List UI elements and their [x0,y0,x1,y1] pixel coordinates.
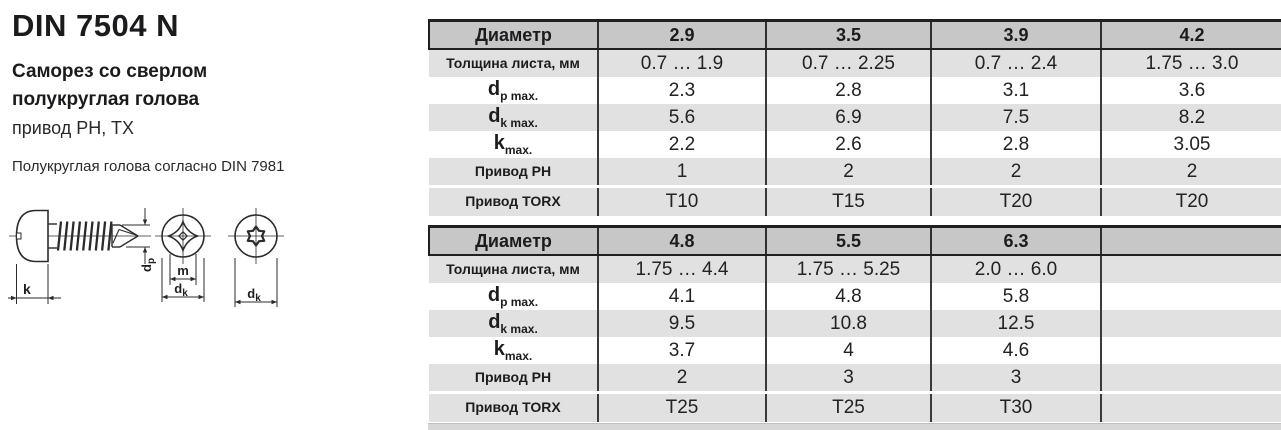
product-subtitle [12,58,207,113]
value-cell: 9.5 [598,310,766,337]
value-cell: 1.75 … 3.0 [1101,49,1281,77]
value-cell: 7.5 [931,104,1101,131]
value-cell: 0.7 … 2.25 [766,49,931,77]
thread [58,222,111,251]
value-cell [1101,283,1281,310]
value-cell: 2.2 [598,131,766,158]
value-cell: 3.7 [598,337,766,364]
value-cell: 12.5 [931,310,1101,337]
table-row [429,104,1281,131]
table-row [429,158,1281,187]
row-label: $d_{k max.}$ [429,310,598,337]
table-row [429,49,1281,77]
value-cell [1101,255,1281,283]
subtitle-line-2: полукруглая голова [12,88,200,110]
value-cell: 2.8 [766,77,931,104]
table-row [429,187,1281,217]
value-cell: 4 [766,337,931,364]
dimension-k [8,264,61,304]
value-cell: T20 [931,187,1101,217]
value-cell [1101,337,1281,364]
dim-label-k: k [23,281,31,297]
value-cell: 2 [1101,158,1281,187]
dim-label-dk-ph: $d_k$ [174,281,188,299]
table-row [429,283,1281,310]
row-label: $k_{max.}$ [429,337,598,364]
value-cell [1101,364,1281,393]
header-diameter-label: Диаметр [429,21,598,50]
value-cell: 2 [931,158,1101,187]
value-cell: 4.6 [931,337,1101,364]
value-cell: 8.2 [1101,104,1281,131]
row-label: Привод TORX [429,187,598,217]
page-title: DIN 7504 N [12,8,179,43]
value-cell: 3.1 [931,77,1101,104]
row-label: $k_{max.}$ [429,131,598,158]
drive-note: привод PH, TX [12,118,134,138]
table-header-row [429,227,1281,256]
spec-table [428,225,1281,422]
header-diameter-label: Диаметр [429,227,598,256]
row-label: $d_{p max.}$ [429,77,598,104]
value-cell: 5.6 [598,104,766,131]
value-cell [1101,310,1281,337]
header-diameter-value: 3.9 [931,21,1101,50]
value-cell: T25 [598,393,766,423]
value-cell: 2.6 [766,131,931,158]
row-label: $d_{p max.}$ [429,283,598,310]
table-row [429,393,1281,423]
value-cell: T30 [931,393,1101,423]
table-header-row [429,21,1281,50]
row-label: $d_{k max.}$ [429,104,598,131]
value-cell: 4.8 [766,283,931,310]
row-label: Привод TORX [429,393,598,423]
table-row [429,364,1281,393]
value-cell: 10.8 [766,310,931,337]
row-label: Привод PH [429,158,598,187]
value-cell: 2.0 … 6.0 [931,255,1101,283]
table-row [429,255,1281,283]
value-cell: 3 [766,364,931,393]
value-cell: T15 [766,187,931,217]
value-cell: 6.9 [766,104,931,131]
value-cell: 0.7 … 2.4 [931,49,1101,77]
value-cell: 1.75 … 4.4 [598,255,766,283]
table-row [429,131,1281,158]
value-cell: T10 [598,187,766,217]
value-cell: 2.3 [598,77,766,104]
value-cell: 3.6 [1101,77,1281,104]
header-diameter-value: 6.3 [931,227,1101,256]
header-diameter-value: 4.2 [1101,21,1281,50]
value-cell: 2 [598,364,766,393]
header-diameter-value: 2.9 [598,21,766,50]
value-cell: 1.75 … 5.25 [766,255,931,283]
head-center-notch [17,233,22,239]
value-cell: 4.1 [598,283,766,310]
row-label: Толщина листа, мм [429,255,598,283]
value-cell: 3.05 [1101,131,1281,158]
value-cell: 5.8 [931,283,1101,310]
product-info-panel [12,0,417,195]
dim-label-m: m [177,263,189,278]
value-cell: 0.7 … 1.9 [598,49,766,77]
value-cell: 2.8 [931,131,1101,158]
screw-technical-drawing [8,198,338,330]
header-diameter-value: 3.5 [766,21,931,50]
value-cell: T20 [1101,187,1281,217]
dim-label-dp: $d_p$ [139,257,157,272]
header-diameter-value: 4.8 [598,227,766,256]
dim-label-dk-torx: $d_k$ [247,286,261,304]
row-label: Привод PH [429,364,598,393]
value-cell: 3 [931,364,1101,393]
value-cell [1101,393,1281,423]
value-cell: T25 [766,393,931,423]
header-diameter-value [1101,227,1281,256]
spec-table [428,19,1281,216]
table-row [429,310,1281,337]
table-row [429,337,1281,364]
header-diameter-value: 5.5 [766,227,931,256]
value-cell: 1 [598,158,766,187]
subtitle-line-1: Саморез со сверлом [12,61,208,82]
row-label: Толщина листа, мм [429,49,598,77]
head-standard-note: Полукруглая голова согласно DIN 7981 [12,158,285,175]
table-row [429,77,1281,104]
value-cell: 2 [766,158,931,187]
